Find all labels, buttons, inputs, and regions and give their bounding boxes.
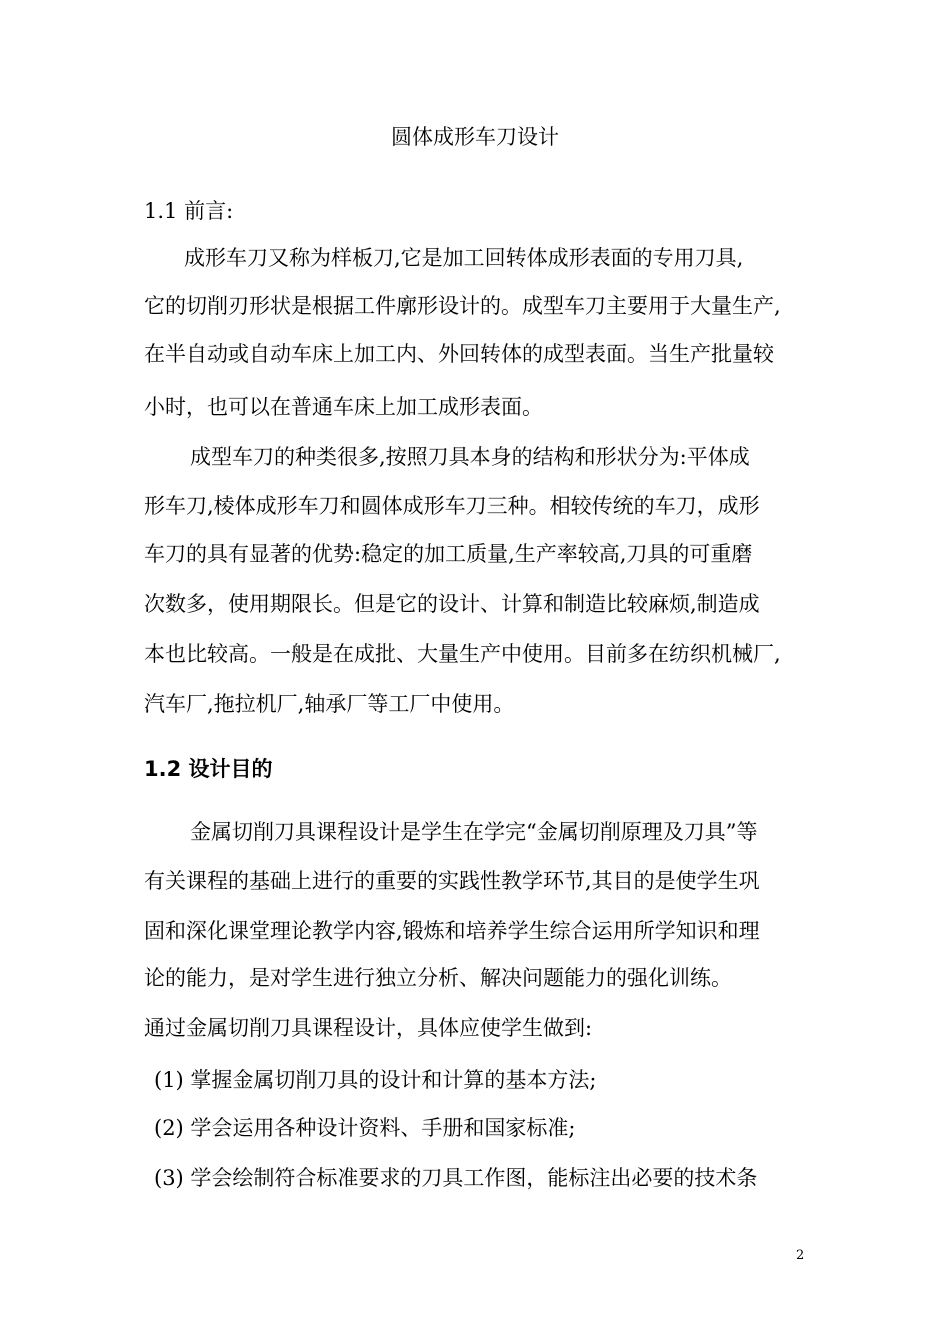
paragraph-line: 固和深化课堂理论教学内容,锻炼和培养学生综合运用所学知识和理 xyxy=(144,919,760,943)
paragraph-line: 论的能力，是对学生进行独立分析、解决问题能力的强化训练。 xyxy=(144,966,732,990)
paragraph-line: 通过金属切削刀具课程设计，具体应使学生做到: xyxy=(144,1016,593,1040)
paragraph-line: 车刀的具有显著的优势:稳定的加工质量,生产率较高,刀具的可重磨 xyxy=(144,542,753,566)
paragraph-line: 有关课程的基础上进行的重要的实践性教学环节,其目的是使学生巩 xyxy=(144,869,760,893)
section-heading-preface: 1.1 前言: xyxy=(144,199,234,223)
list-item: (2) 学会运用各种设计资料、手册和国家标准; xyxy=(154,1116,576,1140)
paragraph-line: 成形车刀又称为样板刀,它是加工回转体成形表面的专用刀具, xyxy=(184,246,744,270)
list-item: (1) 掌握金属切削刀具的设计和计算的基本方法; xyxy=(154,1068,597,1092)
paragraph-line: 它的切削刃形状是根据工件廓形设计的。成型车刀主要用于大量生产, xyxy=(144,294,781,318)
paragraph-line: 本也比较高。一般是在成批、大量生产中使用。目前多在纺织机械厂, xyxy=(144,642,781,666)
paragraph-line: 汽车厂,拖拉机厂,轴承厂等工厂中使用。 xyxy=(144,692,515,716)
paragraph-line: 形车刀,棱体成形车刀和圆体成形车刀三种。相较传统的车刀，成形 xyxy=(144,494,760,518)
paragraph-line: 成型车刀的种类很多,按照刀具本身的结构和形状分为:平体成 xyxy=(190,445,750,469)
paragraph-line: 金属切削刀具课程设计是学生在学完“金属切削原理及刀具”等 xyxy=(190,820,758,844)
paragraph-line: 小时，也可以在普通车床上加工成形表面。 xyxy=(144,395,543,419)
paragraph-line: 次数多，使用期限长。但是它的设计、计算和制造比较麻烦,制造成 xyxy=(144,592,760,616)
list-item: (3) 学会绘制符合标准要求的刀具工作图，能标注出必要的技术条 xyxy=(154,1166,758,1190)
section-heading-design-purpose: 1.2 设计目的 xyxy=(144,757,273,781)
document-title: 圆体成形车刀设计 xyxy=(391,125,559,149)
page-number: 2 xyxy=(796,1248,805,1263)
paragraph-line: 在半自动或自动车床上加工内、外回转体的成型表面。当生产批量较 xyxy=(144,342,774,366)
